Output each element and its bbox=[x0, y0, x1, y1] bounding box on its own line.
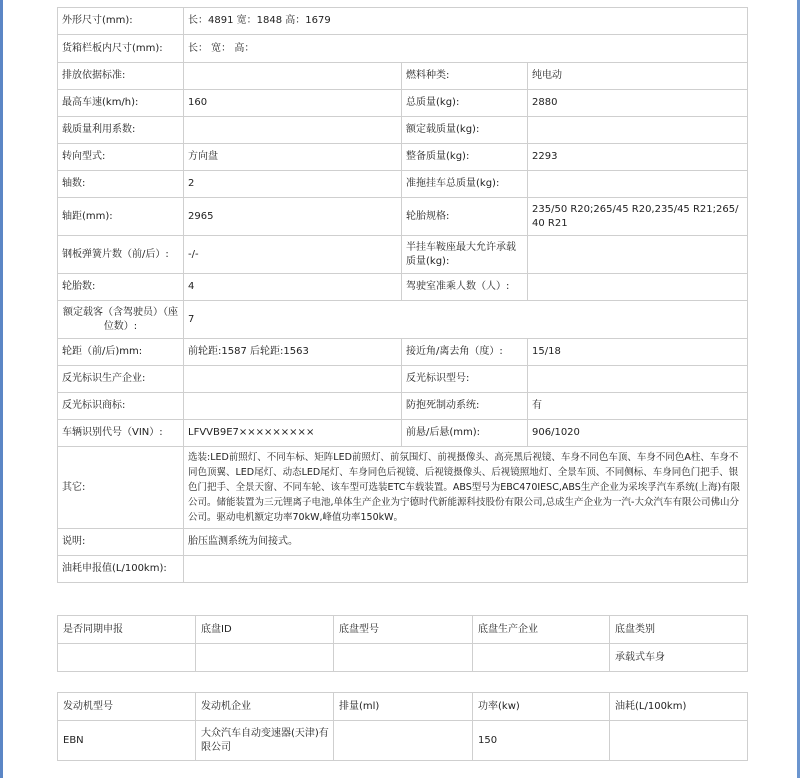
table-row bbox=[58, 420, 748, 447]
table-row bbox=[58, 693, 748, 721]
spec-value: 2293 bbox=[528, 144, 748, 171]
table-row bbox=[58, 236, 748, 274]
spec-label: 接近角/离去角（度）: bbox=[402, 339, 528, 366]
column-header: 油耗(L/100km) bbox=[610, 693, 748, 721]
spec-value bbox=[528, 117, 748, 144]
table-cell bbox=[58, 644, 196, 672]
spec-value: 方向盘 bbox=[184, 144, 402, 171]
table-row bbox=[58, 8, 748, 35]
spec-label: 准拖挂车总质量(kg): bbox=[402, 171, 528, 198]
table-row bbox=[58, 339, 748, 366]
spec-value: 2 bbox=[184, 171, 402, 198]
spec-label: 轴距(mm): bbox=[58, 198, 184, 236]
spec-value: 2880 bbox=[528, 90, 748, 117]
spec-value: 长： 宽： 高： bbox=[184, 35, 748, 63]
table-row bbox=[58, 366, 748, 393]
column-header: 底盘类别 bbox=[610, 616, 748, 644]
table-row bbox=[58, 301, 748, 339]
spec-value: 选装:LED前照灯、不同车标、矩阵LED前照灯、前氛围灯、前视摄像头、高亮黑后视镜、车身不同色车顶、车身不同色A柱、车身不同色顶翼、LED尾灯、动态LED尾灯、车身同色后视镜、后视镜摄像头、后视镜照地灯、全景车顶、不同侧标、车身同色门把手、银色门把手、全景天窗、不同车轮、该车型可选装ETC车载装置。ABS型号为EBC470IESC,ABS生产企业为采埃孚汽车系统(上海)有限公司。储能装置为三元锂离子电池,单体生产企业为宁德时代新能源科技股份有限公司,总成生产企业为一汽-大众汽车有限公司佛山分公司。驱动电机额定功率70kW,峰值功率150kW。 bbox=[184, 447, 748, 529]
spec-value bbox=[184, 393, 402, 420]
table-cell bbox=[610, 721, 748, 761]
spec-value bbox=[528, 171, 748, 198]
table-row bbox=[58, 63, 748, 90]
spec-label: 货箱栏板内尺寸(mm): bbox=[58, 35, 184, 63]
spec-value bbox=[528, 274, 748, 301]
column-header: 发动机企业 bbox=[196, 693, 334, 721]
spec-value bbox=[184, 366, 402, 393]
spec-value: 胎压监测系统为间接式。 bbox=[184, 529, 748, 556]
table-row bbox=[58, 274, 748, 301]
spec-label: 反光标识生产企业: bbox=[58, 366, 184, 393]
engine-table bbox=[57, 692, 748, 761]
spec-label: 轴数: bbox=[58, 171, 184, 198]
spec-label: 转向型式: bbox=[58, 144, 184, 171]
left-page-rail bbox=[0, 0, 3, 778]
spec-value: 906/1020 bbox=[528, 420, 748, 447]
table-cell bbox=[473, 644, 610, 672]
table-row bbox=[58, 171, 748, 198]
spec-label: 反光标识型号: bbox=[402, 366, 528, 393]
spec-value: 前轮距:1587 后轮距:1563 bbox=[184, 339, 402, 366]
spec-label: 轮距（前/后)mm: bbox=[58, 339, 184, 366]
column-header: 排量(ml) bbox=[334, 693, 473, 721]
spec-value: 235/50 R20;265/45 R20,235/45 R21;265/40 R21 bbox=[528, 198, 748, 236]
table-row bbox=[58, 447, 748, 529]
spec-label: 额定载客（含驾驶员）（座位数）: bbox=[58, 301, 184, 339]
column-header: 底盘型号 bbox=[334, 616, 473, 644]
spec-label: 防抱死制动系统: bbox=[402, 393, 528, 420]
spec-label: 半挂车鞍座最大允许承载质量(kg): bbox=[402, 236, 528, 274]
table-row bbox=[58, 393, 748, 420]
spec-value: 7 bbox=[184, 301, 748, 339]
spec-value: -/- bbox=[184, 236, 402, 274]
table-row bbox=[58, 529, 748, 556]
spec-value bbox=[184, 63, 402, 90]
table-row bbox=[58, 556, 748, 583]
table-cell bbox=[334, 721, 473, 761]
spec-label: 驾驶室准乘人数（人）: bbox=[402, 274, 528, 301]
table-cell: 承载式车身 bbox=[610, 644, 748, 672]
table-cell bbox=[334, 644, 473, 672]
spec-value bbox=[184, 117, 402, 144]
spec-value: 4 bbox=[184, 274, 402, 301]
table-row bbox=[58, 117, 748, 144]
spec-label: 最高车速(km/h): bbox=[58, 90, 184, 117]
table-cell: 大众汽车自动变速器(天津)有限公司 bbox=[196, 721, 334, 761]
spec-label: 总质量(kg): bbox=[402, 90, 528, 117]
table-row bbox=[58, 144, 748, 171]
spec-label: 排放依据标准: bbox=[58, 63, 184, 90]
column-header: 底盘ID bbox=[196, 616, 334, 644]
chassis-table bbox=[57, 615, 748, 672]
table-row bbox=[58, 198, 748, 236]
column-header: 功率(kw) bbox=[473, 693, 610, 721]
spec-value: 长：4891 宽：1848 高：1679 bbox=[184, 8, 748, 35]
spec-value bbox=[528, 236, 748, 274]
spec-label: 车辆识别代号（VIN）: bbox=[58, 420, 184, 447]
spec-label: 油耗申报值(L/100km): bbox=[58, 556, 184, 583]
spec-value: 2965 bbox=[184, 198, 402, 236]
spec-value: 纯电动 bbox=[528, 63, 748, 90]
spec-value: 有 bbox=[528, 393, 748, 420]
spec-label: 钢板弹簧片数（前/后）: bbox=[58, 236, 184, 274]
column-header: 是否同期申报 bbox=[58, 616, 196, 644]
spec-value: 15/18 bbox=[528, 339, 748, 366]
spec-label: 前悬/后悬(mm): bbox=[402, 420, 528, 447]
spec-value bbox=[184, 556, 748, 583]
table-row bbox=[58, 90, 748, 117]
table-cell: EBN bbox=[58, 721, 196, 761]
spec-value bbox=[528, 366, 748, 393]
column-header: 底盘生产企业 bbox=[473, 616, 610, 644]
spec-label: 其它: bbox=[58, 447, 184, 529]
spec-label: 燃料种类: bbox=[402, 63, 528, 90]
table-row bbox=[58, 35, 748, 63]
spec-value: LFVVB9E7××××××××× bbox=[184, 420, 402, 447]
spec-value: 160 bbox=[184, 90, 402, 117]
spec-label: 说明: bbox=[58, 529, 184, 556]
vehicle-spec-table bbox=[57, 7, 748, 583]
spec-label: 轮胎规格: bbox=[402, 198, 528, 236]
table-row bbox=[58, 616, 748, 644]
spec-label: 外形尺寸(mm): bbox=[58, 8, 184, 35]
spec-label: 额定载质量(kg): bbox=[402, 117, 528, 144]
table-cell: 150 bbox=[473, 721, 610, 761]
table-cell bbox=[196, 644, 334, 672]
spec-label: 反光标识商标: bbox=[58, 393, 184, 420]
column-header: 发动机型号 bbox=[58, 693, 196, 721]
spec-label: 载质量利用系数: bbox=[58, 117, 184, 144]
table-row bbox=[58, 644, 748, 672]
spec-label: 轮胎数: bbox=[58, 274, 184, 301]
table-row bbox=[58, 721, 748, 761]
spec-label: 整备质量(kg): bbox=[402, 144, 528, 171]
